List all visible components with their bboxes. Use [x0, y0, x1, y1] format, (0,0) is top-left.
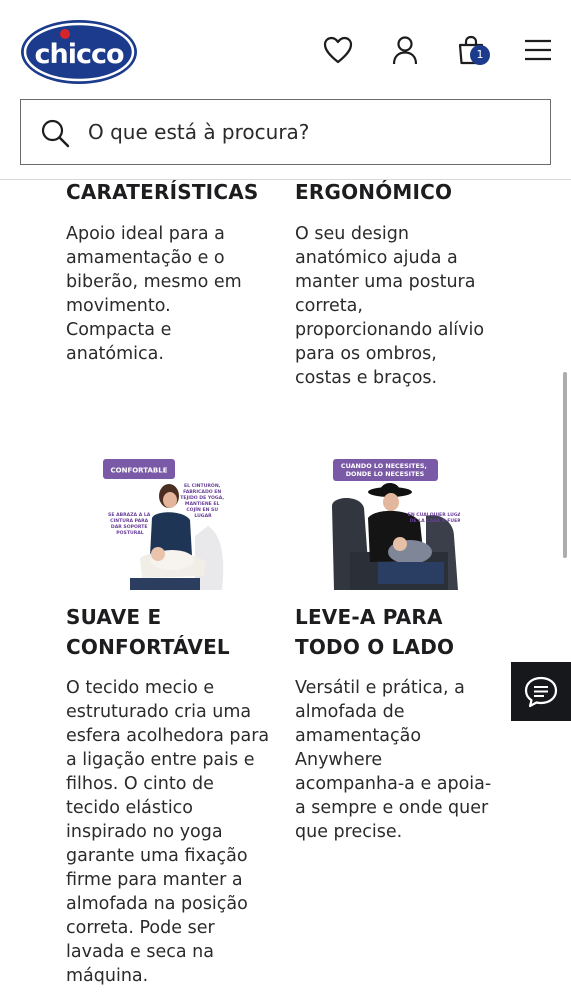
feature-title-suave-confortavel: SUAVE E CONFORTÁVEL: [66, 605, 230, 659]
product-image-confortable: [100, 456, 230, 590]
feature-text-suave-confortavel: O tecido mecio e estruturado cria uma esfera acolhedora para a ligação entre pais e filhos. O cinto de tecido elástico inspirado no yoga garante uma fixação firme para manter a almofada na posição correta. Pode ser lavada e seca na máquina.: [66, 678, 270, 986]
feature-text-caracteristicas: Apoio ideal para a amamentação e o biberão, mesmo em movimento. Compacta e anatómica.: [66, 224, 242, 364]
svg-text:CUANDO LO NECESITES, DON: [341, 462, 429, 478]
chat-button[interactable]: [511, 662, 571, 721]
search-input[interactable]: [88, 100, 538, 164]
product-image-anywhere: [330, 456, 460, 590]
user-account-icon[interactable]: [388, 33, 422, 67]
svg-text:SE ABRAZA A LA CINTURA P: SE ABRAZA A LA CINTURA PARA DAR SOPORTE POSTURAL: [108, 513, 151, 536]
feature-text-leve-a: Versátil e prática, a almofada de amamentação Anywhere acompanha-a e apoia- a sempre e onde quer que precise.: [295, 678, 492, 842]
cart-count-badge: 1: [470, 45, 490, 65]
page-scrollbar[interactable]: [563, 372, 567, 558]
feature-title-leve-a: LEVE-A PARA TODO O LADO: [295, 605, 455, 659]
site-header: [0, 0, 571, 180]
svg-text:EL CINTURÓN, FABRICADO E: EL CINTURÓN, FABRICADO EN TEJIDO DE YOGA, MANTIENE EL COJÍN EN SU LUGAR: [180, 484, 225, 519]
feature-text-ergonomico: O seu design anatómico ajuda a manter uma postura correta, proporcionando alívio para os ombros, costas e braços.: [295, 224, 485, 388]
hamburger-menu-icon[interactable]: [521, 33, 555, 67]
search-bar[interactable]: [20, 99, 551, 165]
wishlist-heart-icon[interactable]: [321, 33, 355, 67]
image-badge-anywhere-line1: CUANDO LO NECESITES,: [340, 462, 427, 470]
svg-text:EN CUALQUIER LUGAR DE LA: EN CUALQUIER LUGAR DE LA CASA O FUERA: [407, 513, 460, 524]
feature-title-ergonomico: ERGONÓMICO: [295, 180, 453, 204]
chicco-logo[interactable]: [20, 19, 138, 85]
image-badge-confortable: CONFORTABLE: [110, 466, 168, 475]
feature-title-caracteristicas: CARATERÍSTICAS: [66, 180, 259, 204]
chat-bubble-icon: [523, 675, 559, 709]
image-badge-anywhere-line2: DONDE LO NECESITES: [345, 470, 425, 478]
logo-text: chicco: [34, 39, 124, 70]
search-icon[interactable]: [40, 118, 70, 148]
